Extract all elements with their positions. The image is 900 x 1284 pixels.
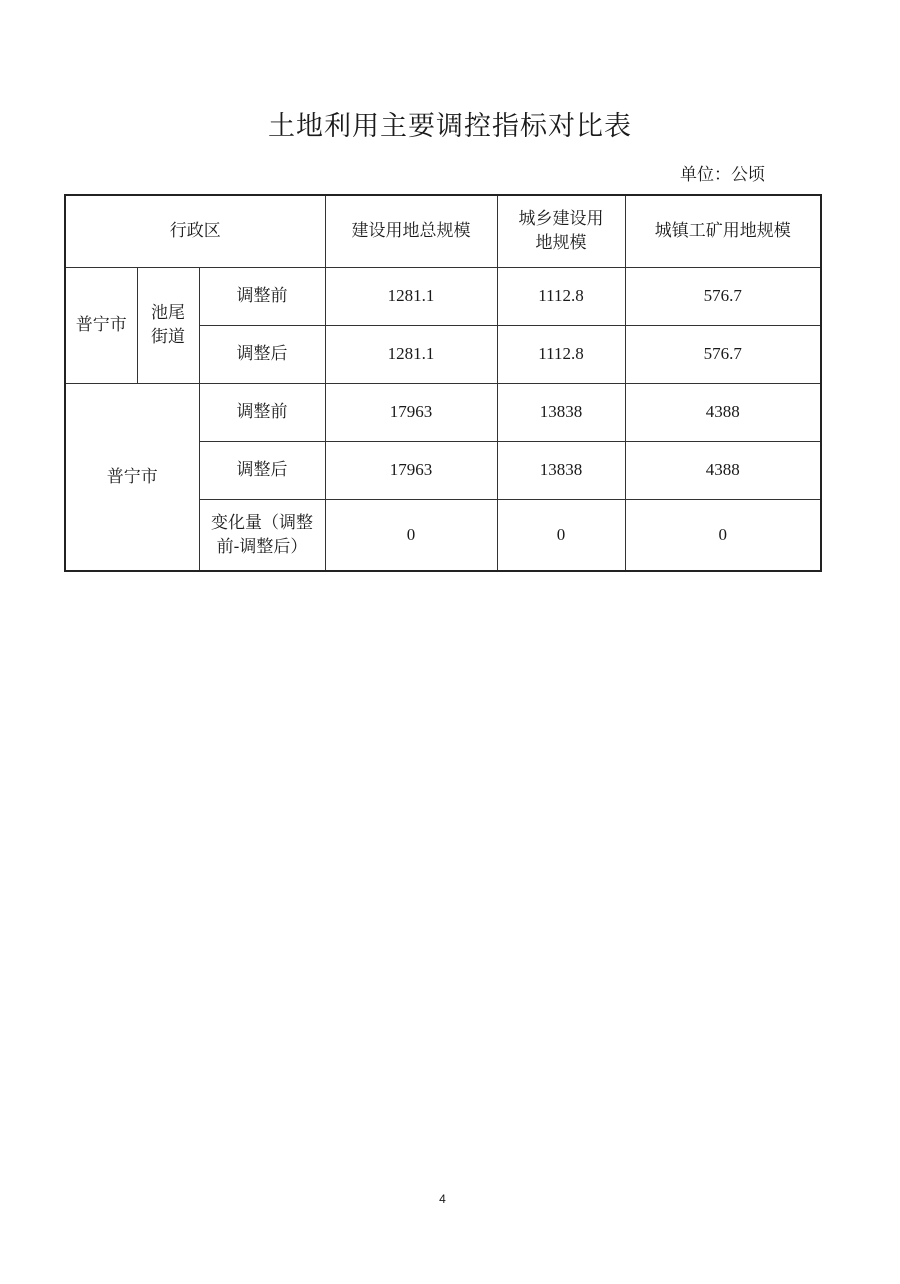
section1-city: 普宁市 — [65, 267, 137, 383]
cell-value: 576.7 — [625, 267, 821, 325]
row-label: 调整前 — [199, 267, 325, 325]
cell-value: 17963 — [325, 383, 497, 441]
cell-value: 0 — [625, 499, 821, 571]
cell-value: 1281.1 — [325, 325, 497, 383]
header-urban-industrial-mining-land: 城镇工矿用地规模 — [625, 195, 821, 267]
cell-value: 17963 — [325, 441, 497, 499]
row-label: 调整后 — [199, 325, 325, 383]
change-label — [199, 499, 325, 571]
cell-value: 1112.8 — [497, 325, 625, 383]
cell-value: 1281.1 — [325, 267, 497, 325]
change-label-line2: 前-调整后） — [216, 536, 308, 557]
district-line2: 街道 — [151, 327, 185, 347]
table-row — [65, 383, 821, 441]
unit-label: 单位：公顷 — [680, 165, 765, 185]
table-row — [65, 267, 821, 325]
cell-value: 0 — [497, 499, 625, 571]
cell-value: 576.7 — [625, 325, 821, 383]
header-col2-line2: 地规模 — [535, 233, 587, 254]
cell-value: 1112.8 — [497, 267, 625, 325]
section2-city: 普宁市 — [65, 383, 199, 571]
cell-value: 4388 — [625, 383, 821, 441]
header-total-construction-land: 建设用地总规模 — [325, 195, 497, 267]
cell-value: 13838 — [497, 441, 625, 499]
cell-value: 13838 — [497, 383, 625, 441]
document-title: 土地利用主要调控指标对比表 — [268, 111, 632, 142]
row-label: 调整前 — [199, 383, 325, 441]
indicator-comparison-table — [64, 194, 822, 572]
header-urban-rural-construction-land — [497, 195, 625, 267]
page-number: 4 — [439, 1192, 446, 1206]
district-line1: 池尾 — [151, 303, 185, 323]
cell-value: 4388 — [625, 441, 821, 499]
table-header-row — [65, 195, 821, 267]
cell-value: 0 — [325, 499, 497, 571]
header-region: 行政区 — [65, 195, 325, 267]
change-label-line1: 变化量（调整 — [211, 512, 313, 533]
header-col2-line1: 城乡建设用 — [518, 209, 604, 230]
row-label: 调整后 — [199, 441, 325, 499]
section1-district — [137, 267, 199, 383]
